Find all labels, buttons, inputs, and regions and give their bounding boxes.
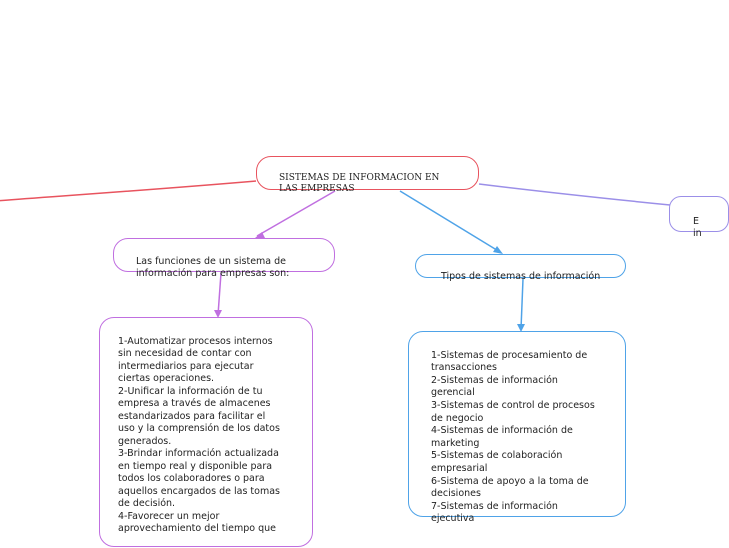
tipos-list-node[interactable] <box>408 331 626 525</box>
edge-central-to-right-offscreen <box>479 184 670 205</box>
funciones-list-node[interactable] <box>99 317 313 547</box>
central-topic-node[interactable] <box>256 156 479 194</box>
edge-arrowhead-tipos <box>493 246 503 254</box>
funciones-topic-label: Las funciones de un sistema de información para empresas son: <box>136 256 290 279</box>
partial-right-topic-label: E in <box>693 215 702 239</box>
funciones-list-text: 1-Automatizar procesos internos sin necesidad de contar con intermediarios para ejecutar ciertas operaciones. 2-Unificar la información de tu empresa a través de almacenes estandarizados para facilitar el uso y la comprensión de los datos generados. 3-Brindar información actualizada en tiempo real y disponible para todos los colaboradores o para aquellos encargados de las tomas de decisión. 4-Favorecer un mejor aprovechamiento del tiempo que <box>118 335 280 534</box>
tipos-topic-node[interactable] <box>415 254 626 283</box>
central-topic-label: SISTEMAS DE INFORMACION EN LAS EMPRESAS <box>279 173 440 194</box>
edge-central-to-left-offscreen <box>0 181 256 201</box>
funciones-topic-node[interactable] <box>113 238 335 279</box>
tipos-topic-label: Tipos de sistemas de información <box>441 271 601 283</box>
tipos-list-text: 1-Sistemas de procesamiento de transacciones 2-Sistemas de información gerencial 3-Sistemas de control de procesos de negocio 4-Sistemas de información de marketing 5-Sistemas de colaboración empresarial 6-Sistema de apoyo a la toma de decisiones 7-Sistemas de información ejecutiva <box>431 349 595 525</box>
partial-right-topic-node[interactable] <box>669 196 729 239</box>
